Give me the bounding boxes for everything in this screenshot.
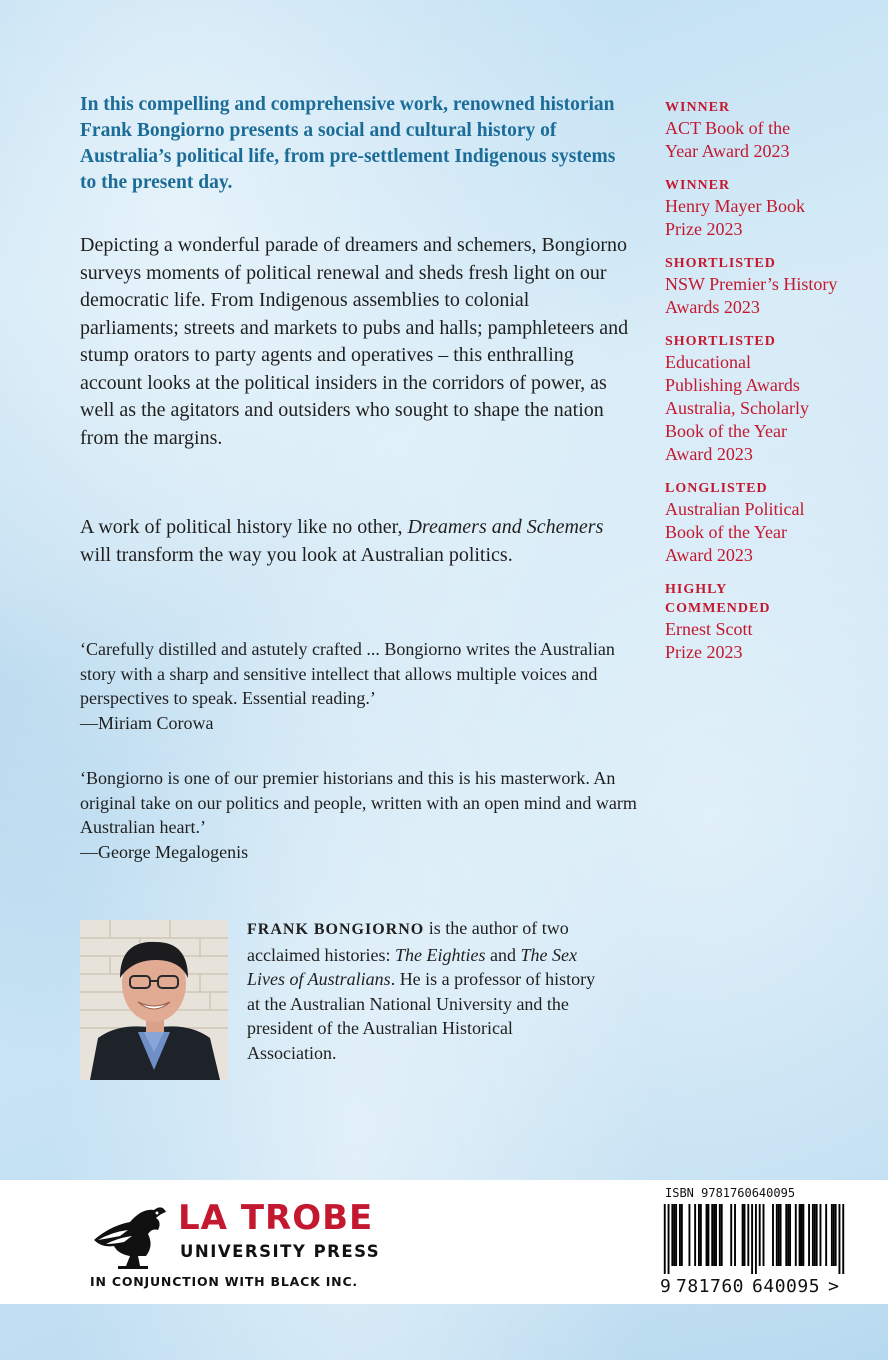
barcode-bar bbox=[780, 1204, 782, 1266]
barcode-bar bbox=[715, 1204, 717, 1266]
review-quote-1-attribution: —Miriam Corowa bbox=[80, 712, 214, 733]
award-status: WINNER bbox=[665, 178, 731, 193]
barcode-bar bbox=[747, 1204, 749, 1266]
award-item bbox=[665, 254, 865, 319]
barcode-bar bbox=[842, 1204, 844, 1274]
author-bio-text-3: . He is a professor of history at the Australian National University and the president of the Australian Historical Association. bbox=[247, 969, 596, 1063]
barcode-bar bbox=[759, 1204, 761, 1266]
barcode-bar bbox=[799, 1204, 801, 1266]
publisher-name: LA TROBE bbox=[178, 1198, 374, 1238]
barcode-bar bbox=[673, 1204, 675, 1266]
author-book-1: The Eighties bbox=[394, 944, 486, 965]
award-name: Educational Publishing Awards Australia, Scholarly Book of the Year Award 2023 bbox=[665, 352, 809, 464]
barcode-digits bbox=[660, 1276, 860, 1297]
barcode-bar bbox=[776, 1204, 778, 1266]
barcode-bar bbox=[778, 1204, 780, 1266]
author-portrait-illustration bbox=[80, 920, 228, 1080]
blurb-lead: In this compelling and comprehensive work, renowned historian Frank Bongiorno presents a social and cultural history of Australia’s political life, from pre-settlement Indigenous systems to the present day. bbox=[80, 94, 616, 193]
barcode-bar bbox=[785, 1204, 787, 1266]
barcode-bar bbox=[795, 1204, 797, 1266]
barcode-bar bbox=[742, 1204, 744, 1266]
barcode-bar bbox=[700, 1204, 702, 1266]
barcode-bar bbox=[814, 1204, 816, 1266]
barcode-bar bbox=[706, 1204, 708, 1266]
award-status: SHORTLISTED bbox=[665, 334, 776, 349]
award-item bbox=[665, 479, 865, 567]
barcode-graphic bbox=[660, 1204, 848, 1274]
barcode-bar bbox=[713, 1204, 715, 1266]
barcode-marker: > bbox=[828, 1276, 839, 1297]
author-book-2: The Sex Lives of Australians bbox=[247, 944, 577, 989]
award-item bbox=[665, 580, 865, 664]
barcode-bar bbox=[833, 1204, 835, 1266]
barcode-digit-first: 9 bbox=[660, 1276, 671, 1297]
barcode-bar bbox=[668, 1204, 670, 1274]
barcode-bar bbox=[835, 1204, 837, 1266]
barcode-bar bbox=[751, 1204, 753, 1274]
barcode-bar bbox=[711, 1204, 713, 1266]
award-item bbox=[665, 332, 865, 466]
barcode-bar bbox=[808, 1204, 810, 1266]
barcode-bar bbox=[675, 1204, 677, 1266]
eagle-logo-icon bbox=[90, 1200, 170, 1272]
barcode-bar bbox=[825, 1204, 827, 1266]
barcode-digits-group-2: 640095 bbox=[752, 1276, 821, 1297]
barcode-bar bbox=[681, 1204, 683, 1266]
award-status: WINNER bbox=[665, 100, 731, 115]
barcode-bar bbox=[721, 1204, 723, 1266]
barcode-bar bbox=[839, 1204, 841, 1274]
review-quote-1-text: ‘Carefully distilled and astutely crafted ... Bongiorno writes the Australian story with a sharp and sensitive intellect that allows multiple voices and perspectives to speak. Essential reading.’ bbox=[80, 639, 615, 708]
award-status: SHORTLISTED bbox=[665, 256, 776, 271]
description-paragraph-1: Depicting a wonderful parade of dreamers and schemers, Bongiorno surveys moments of political renewal and sheds fresh light on our democratic life. From Indigenous assemblies to colonial parliaments; streets and markets to pubs and halls; pamphleteers and stump orators to party agents and operatives – this enthralling account looks at the political insiders in the corridors of power, as well as the agitators and outsiders who sought to shape the nation from the margins. bbox=[80, 234, 629, 449]
awards-list bbox=[665, 98, 865, 677]
barcode-bar bbox=[787, 1204, 789, 1266]
barcode-bar bbox=[679, 1204, 681, 1266]
award-name: Australian Political Book of the Year Award 2023 bbox=[665, 499, 805, 565]
barcode-bar bbox=[730, 1204, 732, 1266]
barcode-digits-group-1: 781760 bbox=[676, 1276, 745, 1297]
barcode-bar bbox=[831, 1204, 833, 1266]
author-name: FRANK BONGIORNO bbox=[247, 921, 425, 938]
barcode-bar bbox=[671, 1204, 673, 1266]
barcode-bar bbox=[772, 1204, 774, 1266]
paragraph-2-text-end: will transform the way you look at Australian politics. bbox=[80, 543, 513, 566]
publisher-subtitle: UNIVERSITY PRESS bbox=[180, 1242, 381, 1261]
barcode-bar bbox=[694, 1204, 696, 1266]
barcode-bar bbox=[688, 1204, 690, 1266]
review-quote-2 bbox=[80, 766, 650, 864]
barcode-bar bbox=[755, 1204, 757, 1274]
award-item bbox=[665, 98, 865, 163]
award-item bbox=[665, 176, 865, 241]
author-bio bbox=[247, 916, 597, 1065]
barcode-bar bbox=[744, 1204, 746, 1266]
barcode-bar bbox=[664, 1204, 666, 1274]
award-status: HIGHLY COMMENDED bbox=[665, 582, 771, 616]
isbn-label: ISBN 9781760640095 bbox=[665, 1186, 796, 1200]
award-name: NSW Premier’s History Awards 2023 bbox=[665, 274, 838, 317]
barcode-bar bbox=[816, 1204, 818, 1266]
award-status: LONGLISTED bbox=[665, 481, 768, 496]
author-photo bbox=[80, 920, 228, 1080]
barcode-bar bbox=[820, 1204, 822, 1266]
barcode-bar bbox=[812, 1204, 814, 1266]
paragraph-2-text-start: A work of political history like no other, bbox=[80, 516, 408, 538]
barcode-bar bbox=[698, 1204, 700, 1266]
award-name: ACT Book of the Year Award 2023 bbox=[665, 118, 791, 161]
award-name: Ernest Scott Prize 2023 bbox=[665, 619, 753, 662]
book-title-italic: Dreamers and Schemers bbox=[407, 516, 604, 538]
review-quote-2-attribution: —George Megalogenis bbox=[80, 841, 249, 862]
description-paragraph-2 bbox=[80, 514, 632, 569]
publisher-footer bbox=[0, 1180, 888, 1304]
barcode-bar bbox=[802, 1204, 804, 1266]
barcode-bar bbox=[734, 1204, 736, 1266]
barcode-bar bbox=[789, 1204, 791, 1266]
barcode-bar bbox=[763, 1204, 765, 1266]
author-bio-text-1: is the author of two acclaimed histories: bbox=[247, 918, 569, 965]
award-name: Henry Mayer Book Prize 2023 bbox=[665, 196, 805, 239]
author-bio-text-2: and bbox=[485, 944, 521, 965]
review-quote-2-text: ‘Bongiorno is one of our premier historians and this is his masterwork. An original take on our politics and people, written with an open mind and warm Australian heart.’ bbox=[80, 768, 637, 837]
review-quote-1 bbox=[80, 637, 650, 735]
barcode-bar bbox=[801, 1204, 803, 1266]
publisher-partner: IN CONJUNCTION WITH BLACK INC. bbox=[90, 1274, 358, 1289]
barcode-bar bbox=[707, 1204, 709, 1266]
barcode-bar bbox=[719, 1204, 721, 1266]
